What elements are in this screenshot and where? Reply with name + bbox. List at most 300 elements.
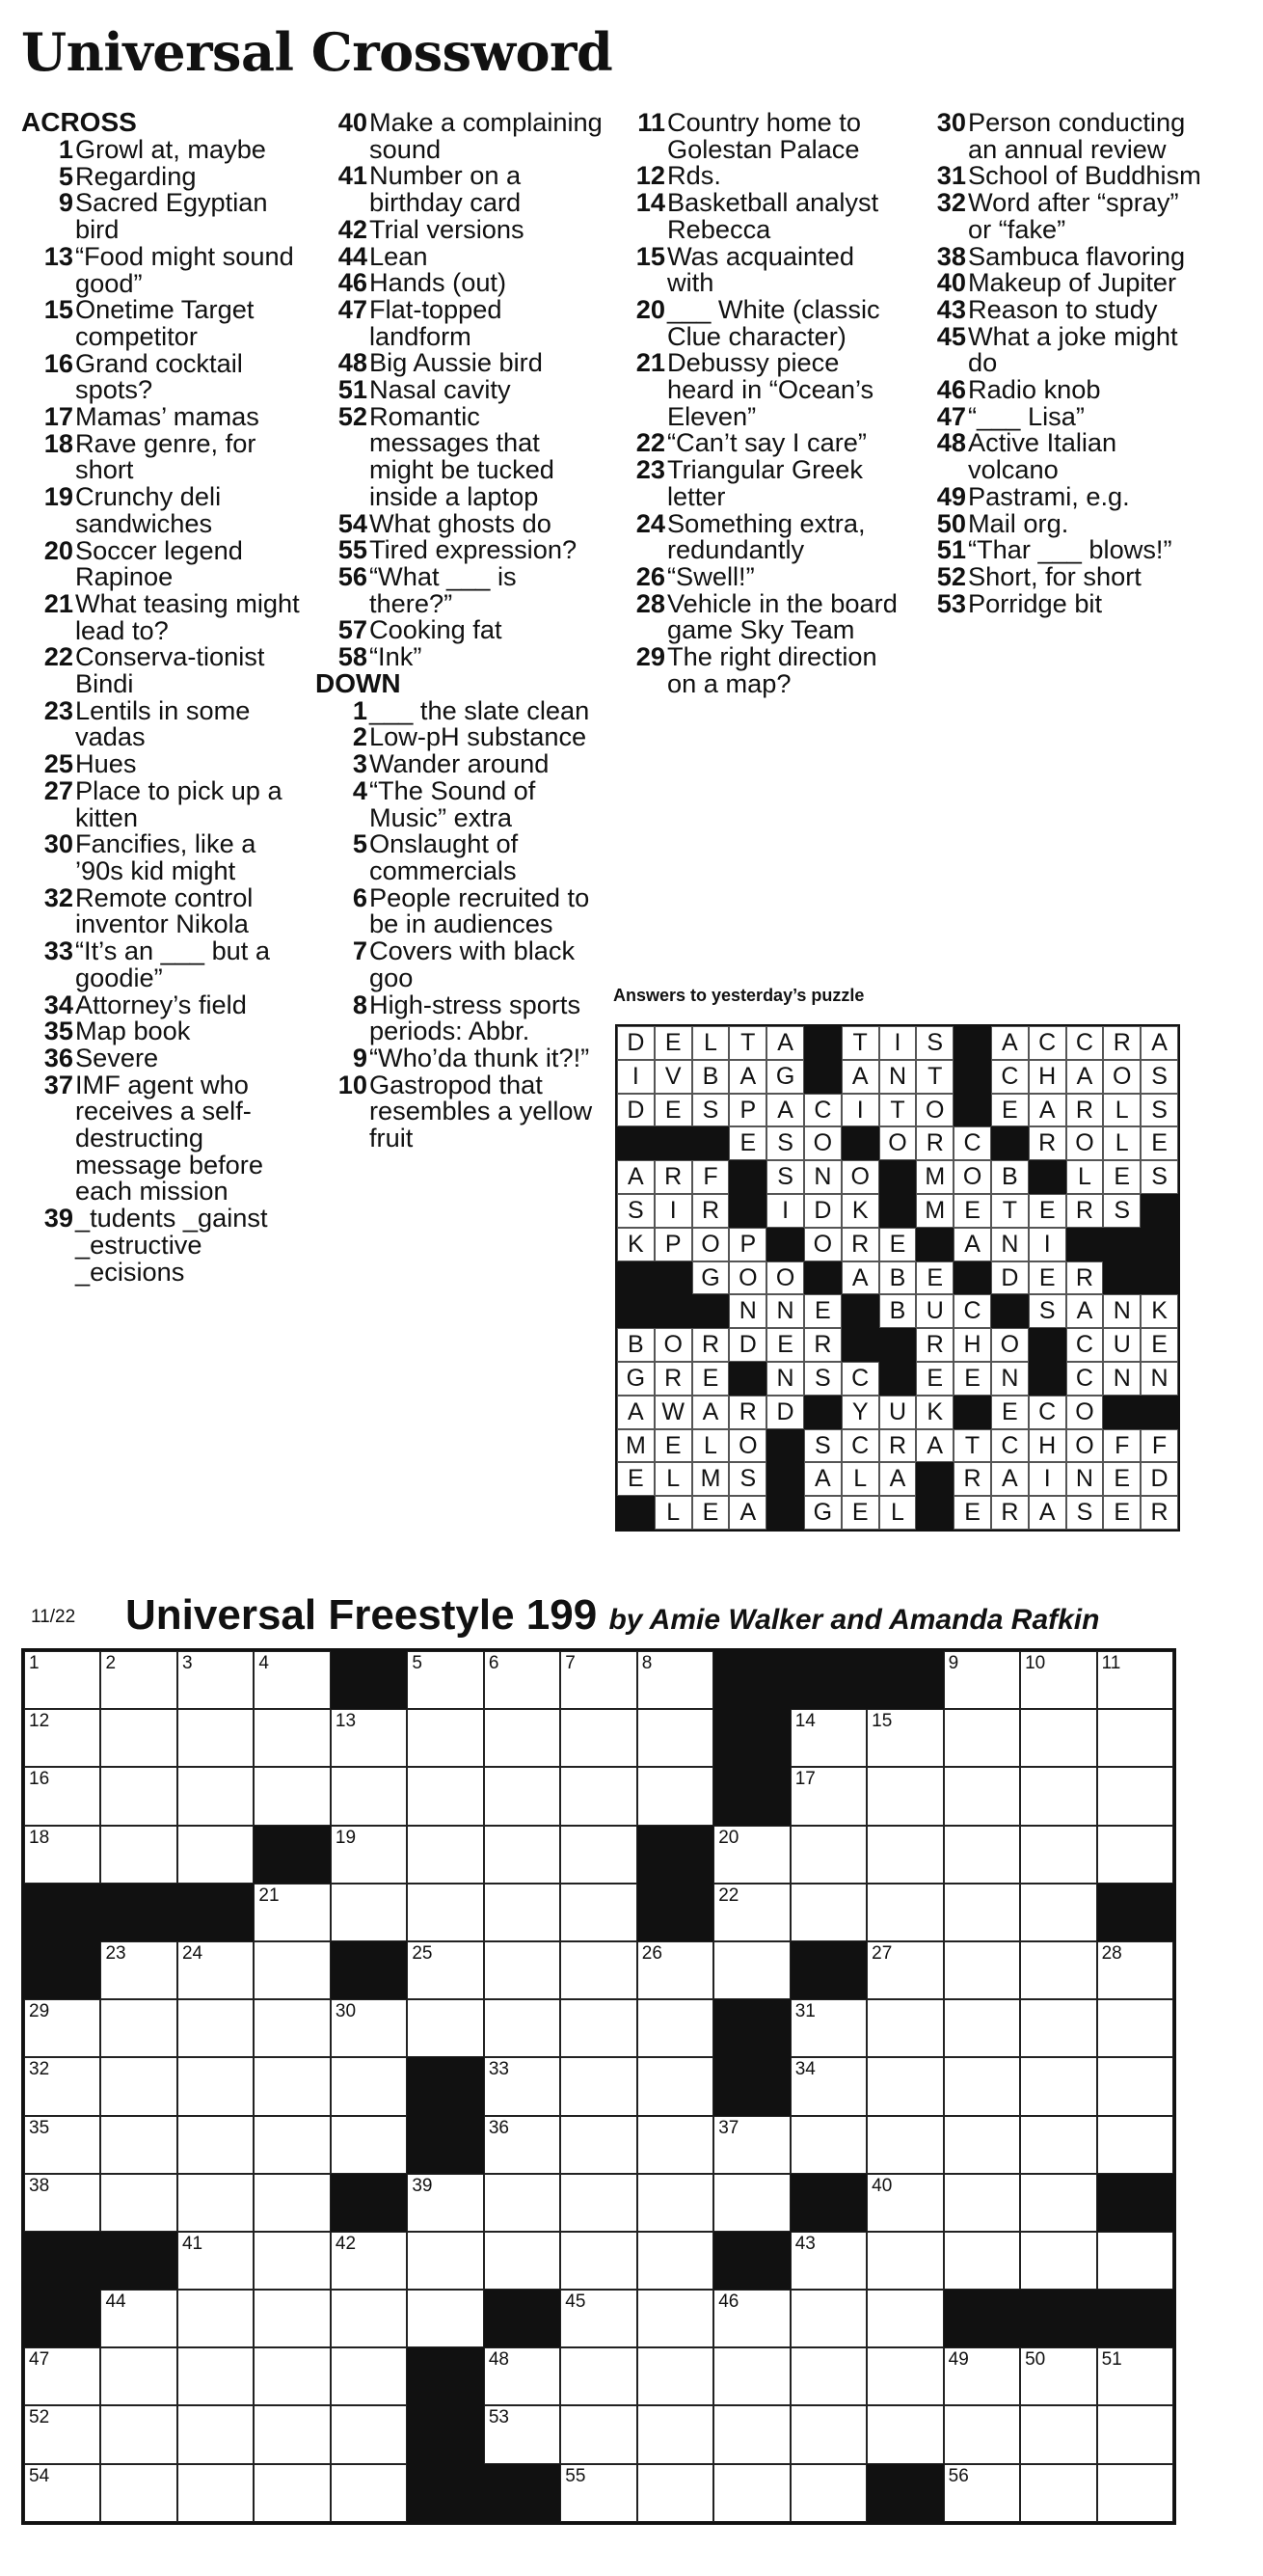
grid-cell[interactable] [1020, 1767, 1096, 1825]
grid-cell[interactable] [637, 1709, 713, 1767]
grid-cell[interactable] [407, 1767, 483, 1825]
clue-number: 47 [337, 293, 367, 324]
grid-cell[interactable] [637, 2116, 713, 2174]
grid-cell[interactable] [791, 2232, 867, 2290]
black-square [24, 1941, 100, 1999]
grid-cell[interactable] [177, 2116, 254, 2174]
grid-cell[interactable] [944, 2464, 1020, 2522]
grid-cell[interactable] [331, 2116, 407, 2174]
grid-cell[interactable] [944, 2174, 1020, 2232]
grid-cell[interactable] [1020, 2232, 1096, 2290]
answer-black-square [1141, 1261, 1178, 1295]
grid-cell[interactable] [407, 1884, 483, 1941]
answer-letter: T [916, 1060, 954, 1094]
grid-cell[interactable] [867, 2347, 943, 2405]
grid-cell[interactable] [100, 2347, 176, 2405]
grid-cell[interactable] [560, 2290, 636, 2347]
grid-cell[interactable] [1020, 1884, 1096, 1941]
answer-letter: A [617, 1396, 655, 1429]
grid-cell[interactable] [331, 1826, 407, 1884]
grid-cell[interactable] [944, 1941, 1020, 1999]
grid-cell[interactable] [484, 2116, 560, 2174]
grid-cell[interactable] [713, 2174, 790, 2232]
answer-letter: S [617, 1194, 655, 1228]
clue-number: 27 [43, 774, 73, 805]
grid-cell[interactable] [177, 2057, 254, 2115]
grid-cell[interactable] [100, 1709, 176, 1767]
down-clue [613, 429, 902, 456]
answer-black-square [1029, 1328, 1066, 1362]
grid-cell[interactable] [484, 1767, 560, 1825]
down-clue [914, 162, 1203, 189]
grid-cell[interactable] [407, 1651, 483, 1709]
across-heading: ACROSS [21, 107, 137, 137]
grid-cell[interactable] [867, 2232, 943, 2290]
black-square [407, 2405, 483, 2463]
grid-cell[interactable] [1097, 2405, 1173, 2463]
grid-cell[interactable] [713, 2347, 790, 2405]
grid-cell[interactable] [944, 1826, 1020, 1884]
grid-cell[interactable] [407, 1941, 483, 1999]
answer-letter: S [916, 1026, 954, 1060]
across-clue [21, 991, 310, 1018]
grid-cell[interactable] [254, 2057, 330, 2115]
clue-number: 33 [43, 935, 73, 966]
grid-cell[interactable] [867, 2405, 943, 2463]
grid-cell[interactable] [637, 2174, 713, 2232]
across-clue [21, 483, 310, 536]
clue-number: 7 [352, 935, 367, 966]
grid-cell[interactable] [177, 1709, 254, 1767]
grid-cell[interactable] [100, 1999, 176, 2057]
grid-cell[interactable] [713, 1884, 790, 1941]
clue-number: 5 [352, 828, 367, 859]
answer-letter: E [954, 1194, 991, 1228]
grid-cell[interactable] [331, 1884, 407, 1941]
answer-letter: O [804, 1126, 842, 1160]
answer-letter: E [804, 1294, 842, 1328]
answer-black-square [804, 1060, 842, 1094]
grid-cell[interactable] [1020, 2174, 1096, 2232]
grid-cell[interactable] [1097, 2347, 1173, 2405]
grid-cell[interactable] [484, 1941, 560, 1999]
grid-cell[interactable] [560, 2405, 636, 2463]
grid-cell[interactable] [560, 2232, 636, 2290]
grid-cell[interactable] [944, 1767, 1020, 1825]
clue-text: “Swell!” [667, 560, 755, 591]
grid-cell[interactable] [1020, 1709, 1096, 1767]
answer-letter: T [842, 1026, 879, 1060]
grid-cell[interactable] [637, 2347, 713, 2405]
across-clue [315, 643, 605, 670]
grid-cell[interactable] [100, 2290, 176, 2347]
grid-cell[interactable] [1020, 2116, 1096, 2174]
clue-number: 35 [43, 1016, 73, 1046]
grid-cell[interactable] [331, 2057, 407, 2115]
grid-cell[interactable] [24, 2116, 100, 2174]
clue-text: “It’s an ___ but a goodie” [75, 935, 271, 992]
grid-cell[interactable] [177, 1651, 254, 1709]
across-clue [21, 694, 310, 752]
grid-cell[interactable] [484, 2347, 560, 2405]
clue-number: 15 [635, 240, 665, 271]
answer-letter: O [655, 1328, 692, 1362]
grid-cell[interactable] [1097, 2232, 1173, 2290]
grid-cell[interactable] [713, 1826, 790, 1884]
grid-cell[interactable] [791, 2347, 867, 2405]
grid-cell[interactable] [24, 2057, 100, 2115]
grid-cell[interactable] [331, 2405, 407, 2463]
puzzle-byline: by Amie Walker and Amanda Rafkin [608, 1604, 1100, 1636]
cell-number: 36 [488, 2117, 509, 2138]
grid-cell[interactable] [713, 2464, 790, 2522]
grid-cell[interactable] [867, 2174, 943, 2232]
clue-text: Fancifies, like a ’90s kid might [75, 828, 256, 885]
grid-cell[interactable] [560, 2116, 636, 2174]
grid-cell[interactable] [484, 1826, 560, 1884]
grid-cell[interactable] [791, 1884, 867, 1941]
grid-cell[interactable] [791, 1826, 867, 1884]
grid-cell[interactable] [791, 2405, 867, 2463]
grid-cell[interactable] [944, 1884, 1020, 1941]
grid-cell[interactable] [254, 2405, 330, 2463]
grid-cell[interactable] [24, 1767, 100, 1825]
grid-cell[interactable] [24, 2405, 100, 2463]
cell-number: 28 [1101, 1942, 1122, 1964]
grid-cell[interactable] [254, 2174, 330, 2232]
grid-cell[interactable] [1020, 2464, 1096, 2522]
grid-cell[interactable] [254, 1767, 330, 1825]
clue-number: 5 [58, 160, 73, 191]
clue-text: Reason to study [968, 293, 1158, 324]
grid-cell[interactable] [1020, 2405, 1096, 2463]
grid-cell[interactable] [100, 1651, 176, 1709]
clue-number: 1 [352, 694, 367, 725]
answer-letter: E [1103, 1462, 1141, 1496]
cell-number: 30 [335, 2001, 357, 2022]
grid-cell[interactable] [24, 1826, 100, 1884]
across-clue [21, 240, 310, 298]
answer-letter: E [729, 1126, 766, 1160]
clue-number: 39 [43, 1203, 73, 1234]
grid-cell[interactable] [713, 2405, 790, 2463]
cell-number: 15 [872, 1711, 893, 1732]
cell-number: 35 [29, 2117, 50, 2138]
grid-cell[interactable] [560, 2174, 636, 2232]
grid-cell[interactable] [254, 1884, 330, 1941]
grid-cell[interactable] [867, 1709, 943, 1767]
grid-cell[interactable] [637, 2290, 713, 2347]
grid-cell[interactable] [100, 2405, 176, 2463]
grid-cell[interactable] [944, 1709, 1020, 1767]
down-clue [315, 830, 605, 883]
answer-letter: E [1029, 1194, 1066, 1228]
grid-cell[interactable] [331, 1709, 407, 1767]
answer-letter: D [729, 1328, 766, 1362]
clue-number: 31 [936, 160, 966, 191]
grid-cell[interactable] [24, 2174, 100, 2232]
answer-letter: E [692, 1362, 730, 1396]
answer-letter: K [617, 1228, 655, 1261]
grid-cell[interactable] [177, 1767, 254, 1825]
down-clue [613, 349, 902, 429]
grid-cell[interactable] [407, 1826, 483, 1884]
grid-cell[interactable] [637, 1941, 713, 1999]
grid-cell[interactable] [1097, 2116, 1173, 2174]
grid-cell[interactable] [1097, 2464, 1173, 2522]
grid-cell[interactable] [177, 2232, 254, 2290]
grid-cell[interactable] [560, 1767, 636, 1825]
grid-cell[interactable] [1097, 1709, 1173, 1767]
cell-number: 45 [565, 2291, 586, 2313]
grid-cell[interactable] [637, 2464, 713, 2522]
black-square [791, 1941, 867, 1999]
grid-cell[interactable] [560, 1999, 636, 2057]
grid-cell[interactable] [254, 2347, 330, 2405]
answer-letter: A [692, 1396, 730, 1429]
answer-letter: S [1141, 1094, 1178, 1127]
grid-cell[interactable] [560, 1884, 636, 1941]
clue-text: Hands (out) [369, 267, 507, 298]
grid-cell[interactable] [1097, 1826, 1173, 1884]
grid-cell[interactable] [484, 2405, 560, 2463]
grid-cell[interactable] [177, 1999, 254, 2057]
clue-text: Hues [75, 748, 137, 779]
grid-cell[interactable] [100, 1767, 176, 1825]
answer-letter: N [1141, 1362, 1178, 1396]
grid-cell[interactable] [331, 2232, 407, 2290]
answer-letter: Y [842, 1396, 879, 1429]
grid-cell[interactable] [100, 2174, 176, 2232]
black-square [407, 2057, 483, 2115]
clue-number: 40 [337, 107, 367, 137]
across-clue [21, 534, 310, 592]
cell-number: 24 [181, 1942, 203, 1964]
answer-black-square [655, 1261, 692, 1295]
black-square [484, 2464, 560, 2522]
grid-cell[interactable] [1097, 2057, 1173, 2115]
answer-letter: A [916, 1429, 954, 1463]
grid-cell[interactable] [24, 2464, 100, 2522]
grid-cell[interactable] [484, 1884, 560, 1941]
clue-number: 45 [936, 320, 966, 351]
grid-cell[interactable] [407, 2174, 483, 2232]
grid-cell[interactable] [484, 1999, 560, 2057]
answer-letter: O [1103, 1060, 1141, 1094]
grid-cell[interactable] [791, 2290, 867, 2347]
grid-cell[interactable] [331, 2347, 407, 2405]
clue-number: 52 [337, 400, 367, 431]
black-square [100, 1884, 176, 1941]
grid-cell[interactable] [560, 1651, 636, 1709]
grid-cell[interactable] [713, 2290, 790, 2347]
grid-cell[interactable] [944, 1651, 1020, 1709]
grid-cell[interactable] [177, 2405, 254, 2463]
grid-cell[interactable] [100, 1941, 176, 1999]
grid-cell[interactable] [484, 1709, 560, 1767]
grid-cell[interactable] [407, 1709, 483, 1767]
answer-black-square [1141, 1396, 1178, 1429]
clue-text: Cooking fat [369, 614, 502, 645]
grid-cell[interactable] [254, 1999, 330, 2057]
cell-number: 38 [29, 2175, 50, 2196]
grid-cell[interactable] [791, 1999, 867, 2057]
answer-letter: R [692, 1194, 730, 1228]
cell-number: 33 [488, 2059, 509, 2080]
answer-letter: O [1066, 1429, 1104, 1463]
grid-cell[interactable] [867, 2057, 943, 2115]
across-clue [21, 1205, 310, 1285]
grid-cell[interactable] [1097, 1651, 1173, 1709]
grid-cell[interactable] [637, 1767, 713, 1825]
grid-cell[interactable] [100, 2116, 176, 2174]
grid-cell[interactable] [407, 2232, 483, 2290]
grid-cell[interactable] [484, 2174, 560, 2232]
answer-letter: O [729, 1429, 766, 1463]
grid-cell[interactable] [1097, 1767, 1173, 1825]
grid-cell[interactable] [944, 1999, 1020, 2057]
clue-text: Make a complaining sound [369, 107, 603, 164]
grid-cell[interactable] [24, 1709, 100, 1767]
grid-cell[interactable] [637, 2057, 713, 2115]
clue-text: ___ the slate clean [369, 694, 590, 725]
grid-cell[interactable] [254, 1651, 330, 1709]
grid-cell[interactable] [407, 1999, 483, 2057]
black-square [1097, 2174, 1173, 2232]
grid-cell[interactable] [1020, 2057, 1096, 2115]
grid-cell[interactable] [560, 1941, 636, 1999]
grid-cell[interactable] [100, 2464, 176, 2522]
answer-letter: E [991, 1396, 1029, 1429]
grid-cell[interactable] [944, 2347, 1020, 2405]
clue-number: 20 [43, 534, 73, 565]
grid-cell[interactable] [1020, 2347, 1096, 2405]
grid-cell[interactable] [560, 1709, 636, 1767]
grid-cell[interactable] [254, 2232, 330, 2290]
clue-text: Nasal cavity [369, 374, 511, 405]
grid-cell[interactable] [1020, 1651, 1096, 1709]
grid-cell[interactable] [560, 2464, 636, 2522]
grid-cell[interactable] [944, 2232, 1020, 2290]
grid-cell[interactable] [177, 2464, 254, 2522]
grid-cell[interactable] [1020, 1826, 1096, 1884]
grid-cell[interactable] [254, 2116, 330, 2174]
grid-cell[interactable] [177, 1826, 254, 1884]
grid-cell[interactable] [867, 1999, 943, 2057]
clue-number: 36 [43, 1042, 73, 1072]
grid-cell[interactable] [254, 2464, 330, 2522]
grid-cell[interactable] [100, 2057, 176, 2115]
grid-cell[interactable] [177, 2347, 254, 2405]
grid-cell[interactable] [713, 2116, 790, 2174]
grid-cell[interactable] [944, 2405, 1020, 2463]
grid-cell[interactable] [331, 2464, 407, 2522]
grid-cell[interactable] [560, 1826, 636, 1884]
answer-black-square [916, 1462, 954, 1496]
cell-number: 46 [718, 2291, 739, 2313]
grid-cell[interactable] [867, 1826, 943, 1884]
grid-cell[interactable] [407, 2290, 483, 2347]
grid-cell[interactable] [560, 2347, 636, 2405]
answer-black-square [1029, 1160, 1066, 1194]
cell-number: 26 [641, 1942, 662, 1964]
answer-letter: E [766, 1328, 804, 1362]
grid-cell[interactable] [944, 2116, 1020, 2174]
grid-cell[interactable] [867, 1941, 943, 1999]
grid-cell[interactable] [637, 1651, 713, 1709]
grid-cell[interactable] [254, 1709, 330, 1767]
grid-cell[interactable] [791, 1709, 867, 1767]
grid-cell[interactable] [867, 2116, 943, 2174]
grid-cell[interactable] [254, 2290, 330, 2347]
grid-cell[interactable] [24, 1999, 100, 2057]
grid-cell[interactable] [867, 2290, 943, 2347]
black-square [24, 2290, 100, 2347]
across-clue [21, 774, 310, 832]
grid-cell[interactable] [177, 2290, 254, 2347]
clue-text: Severe [75, 1042, 159, 1072]
down-clue [315, 937, 605, 990]
answer-letter: O [991, 1328, 1029, 1362]
grid-cell[interactable] [24, 2347, 100, 2405]
grid-cell[interactable] [24, 1651, 100, 1709]
answer-letter: O [692, 1228, 730, 1261]
grid-cell[interactable] [867, 1767, 943, 1825]
cell-number: 54 [29, 2465, 50, 2486]
grid-cell[interactable] [331, 1767, 407, 1825]
grid-cell[interactable] [177, 2174, 254, 2232]
answer-letter: R [655, 1160, 692, 1194]
grid-cell[interactable] [560, 2057, 636, 2115]
grid-cell[interactable] [331, 1999, 407, 2057]
clue-column-3 [613, 109, 902, 696]
grid-cell[interactable] [867, 1884, 943, 1941]
answer-black-square [1066, 1228, 1104, 1261]
grid-cell[interactable] [254, 1941, 330, 1999]
answer-letter: S [1029, 1294, 1066, 1328]
clue-text: High-stress sports periods: Abbr. [369, 989, 581, 1046]
grid-cell[interactable] [484, 1651, 560, 1709]
down-clue [914, 189, 1203, 242]
grid-cell[interactable] [331, 2290, 407, 2347]
cell-number: 43 [794, 2233, 816, 2254]
answer-black-square [842, 1294, 879, 1328]
grid-cell[interactable] [1097, 1999, 1173, 2057]
grid-cell[interactable] [791, 2057, 867, 2115]
grid-cell[interactable] [100, 1826, 176, 1884]
grid-cell[interactable] [713, 1941, 790, 1999]
grid-cell[interactable] [484, 2232, 560, 2290]
grid-cell[interactable] [791, 1767, 867, 1825]
grid-cell[interactable] [791, 2116, 867, 2174]
grid-cell[interactable] [1020, 1941, 1096, 1999]
grid-cell[interactable] [1097, 1941, 1173, 1999]
cell-number: 18 [29, 1827, 50, 1848]
answer-letter: R [916, 1328, 954, 1362]
grid-cell[interactable] [177, 1941, 254, 1999]
grid-cell[interactable] [637, 2405, 713, 2463]
grid-cell[interactable] [637, 1999, 713, 2057]
grid-cell[interactable] [637, 2232, 713, 2290]
grid-cell[interactable] [944, 2057, 1020, 2115]
grid-cell[interactable] [791, 2464, 867, 2522]
clue-text: “Food might sound good” [75, 240, 294, 298]
grid-cell[interactable] [484, 2057, 560, 2115]
answer-letter: D [804, 1194, 842, 1228]
across-clue [21, 347, 310, 405]
grid-cell[interactable] [1020, 1999, 1096, 2057]
answer-letter: R [954, 1462, 991, 1496]
